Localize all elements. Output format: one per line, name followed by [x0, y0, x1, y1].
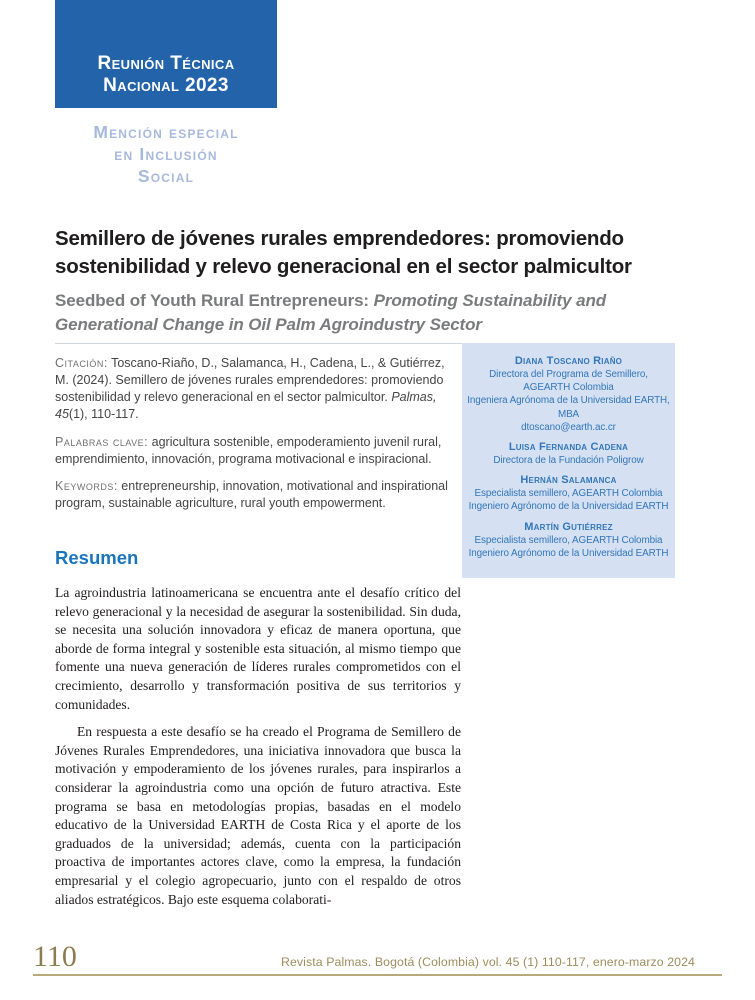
article-title-line2: sostenibilidad y relevo generacional en el sector palmicultor	[55, 254, 632, 278]
author-degree: Ingeniera Agrónoma de la Universidad EARTH, MBA	[467, 395, 670, 420]
abstract-paragraph-1: La agroindustria latinoamericana se encuentra ante el desafío crítico del relevo generacional y la necesidad de asegurar la sostenibilidad. Sin duda, se necesita una solución innovadora y eficaz de manera oportuna, que aborde de forma integral y sostenible esta situación, al mismo tiempo que fomente una nueva generación de líderes rurales comprometidos con el crecimiento, desarrollo y transformación positiva de sus territorios y comunidades.	[55, 585, 461, 712]
author-role: Directora del Programa de Semillero, AGEARTH Colombia	[489, 369, 648, 394]
keywords-label: Keywords:	[55, 479, 118, 494]
keywords-paragraph	[55, 478, 461, 512]
authors-box	[462, 343, 675, 578]
citation-tail: (1), 110-117.	[68, 406, 139, 421]
article-title-english-italic: Promoting Sustainability and Generational Change in Oil Palm Agroindustry Sector	[55, 291, 607, 334]
article-title-line1: Semillero de jóvenes rurales emprendedores: promoviendo	[55, 227, 624, 250]
conference-badge-line2: Nacional 2023	[103, 75, 229, 96]
palabras-clave-paragraph	[55, 434, 461, 468]
special-mention-line1: Mención especial	[93, 122, 239, 142]
footer-page-number: 110	[33, 940, 77, 973]
footer-journal-line: Revista Palmas. Bogotá (Colombia) vol. 45 (1) 110-117, enero-marzo 2024	[280, 955, 695, 969]
author-degree: Ingeniero Agrónomo de la Universidad EARTH	[468, 547, 669, 559]
author-name: Diana Toscano Riaño	[514, 355, 623, 367]
special-mention	[55, 121, 277, 187]
author-role: Especialista semillero, AGEARTH Colombia	[474, 534, 663, 546]
conference-badge-line1: Reunión Técnica	[97, 53, 235, 74]
abstract-paragraph-2: En respuesta a este desafío se ha creado el Programa de Semillero de Jóvenes Rurales Emprendedores, una iniciativa innovadora que busca la motivación y empoderamiento de los jóvenes rurales, para inspirarlos a considerar la agroindustria como una opción de futuro atractiva. Este programa se basa en metodologías propias, basadas en el modelo educativo de la Universidad EARTH de Costa Rica y el aporte de los graduados de la universidad; además, cuenta con la participación proactiva de importantes actores clave, como la empresa, la fundación empresarial y el colegio agropecuario, junto con el respaldo de otros aliados estratégicos. Bajo este esquema colaborati-	[55, 724, 461, 907]
author-entry	[467, 473, 670, 513]
author-name: Luisa Fernanda Cadena	[508, 441, 629, 454]
abstract-heading: Resumen	[55, 547, 139, 568]
author-role: Especialista semillero, AGEARTH Colombia	[474, 488, 663, 500]
citation-label: Citación:	[55, 356, 108, 370]
keywords-text: entrepreneurship, innovation, motivational and inspirational program, sustainable agriculture, rural youth empowerment.	[55, 479, 448, 511]
author-name: Martín Gutiérrez	[524, 520, 613, 533]
author-entry	[467, 520, 670, 560]
author-entry	[467, 440, 670, 467]
special-mention-line3: Social	[137, 166, 195, 186]
author-role: Directora de la Fundación Poligrow	[493, 455, 644, 467]
special-mention-line2: en Inclusión	[114, 144, 218, 164]
abstract-body	[55, 584, 461, 909]
conference-badge	[55, 0, 277, 108]
author-email: dtoscano@earth.ac.cr	[521, 421, 616, 433]
author-name: Hernán Salamanca	[520, 474, 617, 487]
article-title-english	[55, 289, 635, 337]
citation-column	[55, 355, 461, 523]
citation-text: Toscano-Riaño, D., Salamanca, H., Cadena, L., & Gutiérrez, M. (2024). Semillero de jóvenes rurales emprendedores: promoviendo sostenibilidad y relevo generacional en el sector palmicultor.	[55, 356, 445, 404]
author-entry	[467, 354, 670, 434]
footer-rule	[33, 974, 722, 976]
palabras-clave-label: Palabras clave:	[55, 434, 149, 449]
citation-paragraph	[55, 355, 461, 423]
palabras-clave-text: agricultura sostenible, empoderamiento juvenil rural, emprendimiento, innovación, programa motivacional e inspiracional.	[55, 434, 442, 466]
article-title-english-plain: Seedbed of Youth Rural Entrepreneurs:	[55, 291, 374, 310]
author-degree: Ingeniero Agrónomo de la Universidad EARTH	[468, 501, 669, 513]
article-title	[55, 225, 715, 280]
citation-journal: Palmas, 45	[55, 389, 437, 421]
